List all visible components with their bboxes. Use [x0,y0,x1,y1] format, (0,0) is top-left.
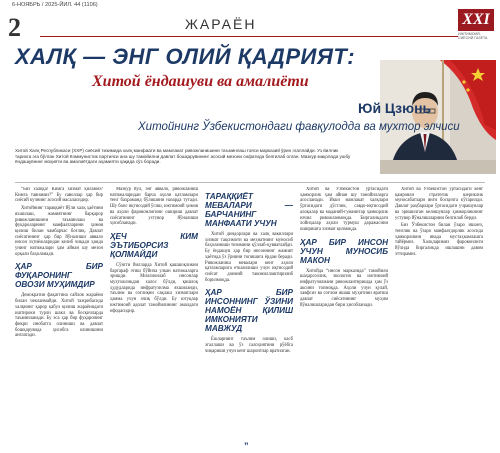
column-subheading: ҲАР БИР ФУҚАРОНИНГ ОВОЗИ МУҲИМДИР [15,262,103,290]
column-subheading: ТАРАҚҚИЁТ МЕВАЛАРИ — БАРЧАНИНГ МАНФААТИ УЧУН [205,192,293,228]
article-column-2 [110,187,198,437]
article-column-1 [15,187,103,437]
paragraph: Биз Ўзбекистон билан ўзаро ишонч, тенглик ва ўзаро манфаатдорлик асосида ҳамкорликни янада мустаҳкамлашга тайёрмиз. Халқларимиз фаровонлиги йўлида биргаликда ишлашни давом эттирамиз. [395,223,483,257]
issue-date: 6-НОЯБРЬ / 2025-ЙИЛ. 44 (1106) [12,2,98,8]
logo-mark: XXI [458,9,494,31]
logo-subtitle: ИЖТИМОИЙ-СИЁСИЙ ГАЗЕТА [458,32,488,40]
article-subheadline: Хитой ёндашуви ва амалиёти [92,73,309,90]
column-subheading: ҲАР БИР ИНСОН УЧУН МУНОСИБ МАКОН [300,237,388,265]
article-column-5 [395,187,483,437]
paragraph: Хитойда “инсон марказида” тамойили шаҳарсозлик, экология ва ижтимоий инфратузилмани ривожлантиришда ҳам ўз аксини топмоқда. Аҳоли учун қулай, хавфсиз ва соғлом яшаш муҳитини яратиш давлат сиёсатининг муҳим йўналишларидан бири ҳисобланади. [300,268,388,308]
photo-illustration [380,60,496,174]
article-headline: ХАЛҚ — ЭНГ ОЛИЙ ҚАДРИЯТ: [15,44,356,69]
column-subheading: ҲЕЧ КИМ ЭЪТИБОРСИЗ ҚОЛМАЙДИ [110,231,198,259]
intro-divider [15,182,485,183]
paragraph: Демократия фақатгина сайлов жараёни билан чекланмайди. Хитой тажрибасида халқнинг қарор қабул қилиш жараёнидаги иштироки турли шакл ва босқичларда таъминланади. Бу эса ҳар бир фуқаронинг фикри инобатга олиниши ва давлат бошқарувида ҳисобга олинишини англатади. [15,293,103,339]
paragraph: Сўнгги йилларда Хитой қашшоқликни бартараф этиш бўйича улкан натижаларга эришди. Миллионлаб инсонлар муҳтожликдан халос бўлди, қишлоқ ҳудудларида инфратузилма яхшиланди, таълим ва соғлиқни сақлаш хизматлари ҳамма учун очиқ бўлди. Бу ютуқлар ижтимоий адолат тамойилининг амалдаги ифодасидир. [110,262,198,314]
article-column-3 [205,187,293,437]
newspaper-logo [458,9,496,39]
page-number: 2 [8,13,21,42]
article-intro: Хитой Халқ Республикаси (ХХР) сиёсий тизимида халқ манфаати ва мамлакат ривожланишини таъминлаш ғояси марказий ўрин эгаллайди. Уз йиллик тарихга эга бўлган Хитой Коммунистик партияси ана шу тамойилни давлат бошқарувининг асосий мезони сифатида белгилаб олган. Мазкур мақолада ушбу ёндашувнинг моҳияти ва амалиётдаги аҳамияти ҳақида сўз боради. [15,148,351,165]
section-title: ЖАРАЁН [185,16,257,32]
paragraph: Ёшларнинг таълим олиши, касб эгаллаши ва ўз салоҳиятини рўёбга чиқариши учун кенг шароитлар яратилган. [205,337,293,354]
paragraph: Хитой ва Ўзбекистон ўртасидаги ҳамкорлик ҳам айнан шу тамойилларга асосланади. Икки мамлакат халқлари ўртасидаги дўстлик, савдо-иқтисодий алоқалар ва маданий-гуманитар ҳамкорлик изчил ривожланмоқда. Биргаликдаги лойиҳалар аҳоли турмуш даражасини оширишга хизмат қилмоқда. [300,187,388,232]
column-subheading: ҲАР БИР ИНСОННИНГ ЎЗИНИ НАМОЁН ҚИЛИШ ИМКОНИЯТИ МАВЖУД [205,288,293,334]
author-name: Юй Цзюнь [358,100,432,116]
paragraph: Хитойнинг тараққиёт йўли халқ ҳаётини яхшилаш, жамиятнинг барқарор ривожланишини таъминлаш ва фуқароларнинг манфаатларини ҳимоя қилиш билан чамбарчас боғлиқ. Давлат сиёсатининг ҳар бир йўналиши аввало инсон эҳтиёжларидан келиб чиқади ҳамда унинг натижалари ҳам айнан шу мезон орқали баҳоланади. [15,206,103,257]
masthead-strip [0,0,500,9]
author-role: Хитойнинг Ўзбекистондаги фавқулодда ва мухтор элчиси [138,121,460,133]
article-column-4 [300,187,388,437]
paragraph: Мазкур йўл, энг аввало, ривожланиш натижаларидан барча аҳоли қатламлари тенг баҳраманд бўлишини назарда тутади. Шу боис иқтисодий ўсиш, ижтимоий ҳимоя ва аҳоли фаровонлигини ошириш давлат сиёсатининг устувор йўналиши ҳисобланади. [110,187,198,227]
end-mark: ” [244,441,249,451]
paragraph: Хитой ва Ўзбекистон ўртасидаги кенг қамровли стратегик шериклик муносабатлари янги босқичга кўтарилди. Давлат раҳбарлари ўртасидаги учрашувлар ва эришилган келишувлар ҳамкорликнинг устувор йўналишларини белгилаб берди. [395,187,483,221]
ambassador-photo [380,60,496,174]
paragraph: Хитой диндорлари ва халқ вакиллари хизмат тақсимоти ва меҳнатнинг муносиб баҳоланиши тизимини қўллаб-қувватлайди. Бу ёндашув ҳар бир инсоннинг жамият ҳаётида ўз ўрнини топишига ёрдам беради. Ривожланиш мевалари кенг аҳоли қатламларига етказилиши учун иқтисодий сиёсат доимий такомиллаштирилиб борилмоқда. [205,232,293,283]
paragraph: “Биз халққа! Кимга хизмат қиламиз? Кимга таянамиз?” Бу саволлар ҳар бир сиёсий кучнинг асосий масаласидир. [15,187,103,204]
header-divider [40,36,458,37]
